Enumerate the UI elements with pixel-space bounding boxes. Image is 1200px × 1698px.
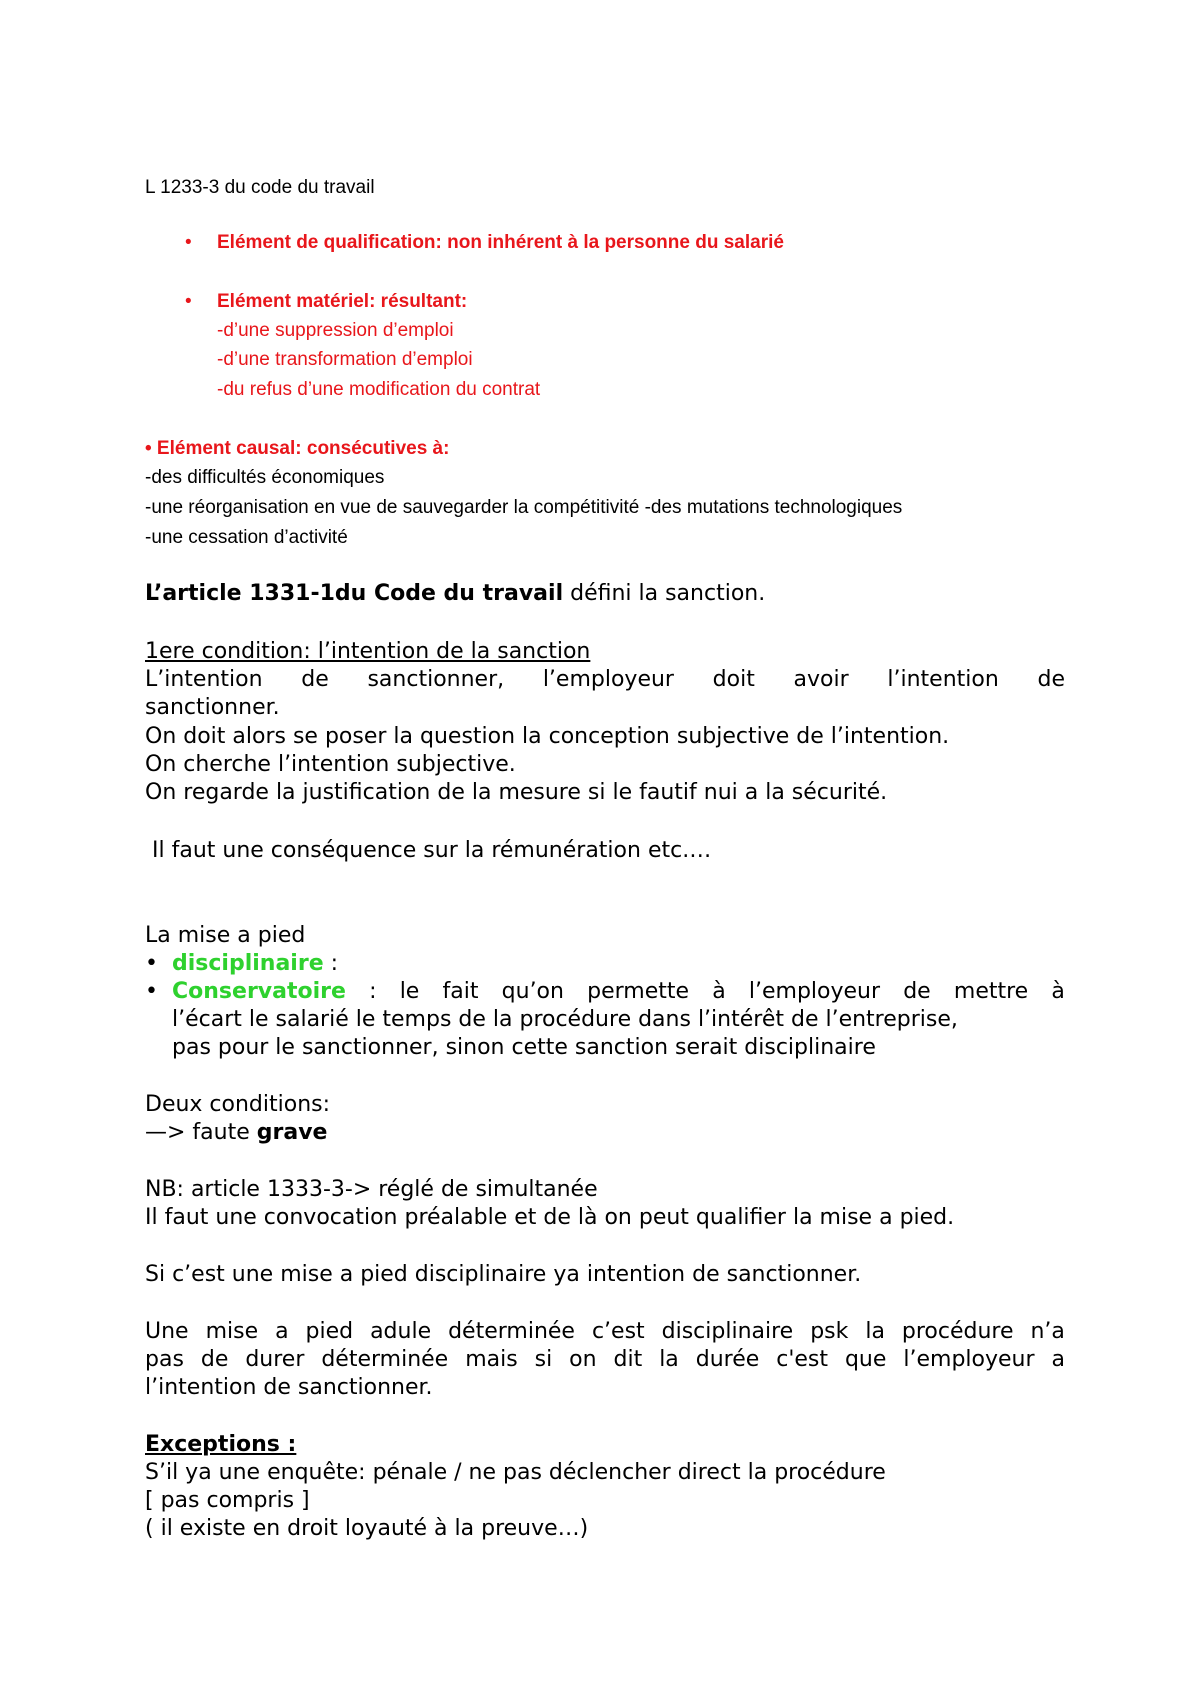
paragraph-line: l’écart le salarié le temps de la procédure dans l’intérêt de l’entreprise, bbox=[172, 1007, 958, 1032]
bullet-icon: • bbox=[145, 979, 158, 1004]
word: a bbox=[1051, 1347, 1065, 1372]
qualification-element: Elément de qualification: non inhérent à la personne du salarié bbox=[217, 232, 784, 253]
word: à bbox=[1051, 979, 1065, 1004]
word: de bbox=[1037, 667, 1065, 692]
word: durée bbox=[695, 1347, 760, 1372]
paragraph-line: pas pour le sanctionner, sinon cette sanction serait disciplinaire bbox=[172, 1035, 876, 1060]
word: que bbox=[844, 1347, 887, 1372]
word: permette bbox=[587, 979, 690, 1004]
list-text: : bbox=[323, 951, 339, 976]
mise-title: La mise a pied bbox=[145, 923, 306, 948]
justified-line bbox=[172, 981, 1065, 1003]
causal-item: -une réorganisation en vue de sauvegarder la compétitivité -des mutations technologiques bbox=[145, 497, 903, 518]
word: doit bbox=[712, 667, 755, 692]
word: déterminée bbox=[448, 1319, 575, 1344]
word: à bbox=[712, 979, 726, 1004]
material-element: Elément matériel: résultant: bbox=[217, 291, 468, 312]
disciplinary-term: disciplinaire bbox=[172, 951, 324, 976]
word: dit bbox=[613, 1347, 643, 1372]
section-heading: L 1233-3 du code du travail bbox=[145, 177, 375, 198]
conditions-title: Deux conditions: bbox=[145, 1092, 331, 1117]
word: Une bbox=[145, 1319, 189, 1344]
causal-element: • Elément causal: consécutives à: bbox=[145, 438, 450, 459]
paragraph-line: sanctionner. bbox=[145, 695, 280, 720]
paragraph-line: On regarde la justification de la mesure si le fautif nui a la sécurité. bbox=[145, 780, 888, 805]
justified-line bbox=[145, 1349, 1065, 1371]
bullet-icon: • bbox=[145, 951, 158, 976]
word: qu’on bbox=[501, 979, 564, 1004]
justified-line bbox=[145, 1321, 1065, 1343]
word: le bbox=[399, 979, 420, 1004]
article-reference: L’article 1331-1du Code du travail bbox=[145, 581, 564, 606]
word: mais bbox=[465, 1347, 518, 1372]
word: n’a bbox=[1030, 1319, 1065, 1344]
arrow-text: —> faute bbox=[145, 1120, 257, 1145]
word: l’employeur bbox=[748, 979, 881, 1004]
article-line bbox=[145, 583, 765, 605]
word: sanctionner, bbox=[367, 667, 505, 692]
word: pied bbox=[305, 1319, 354, 1344]
bullet-icon: • bbox=[185, 291, 192, 312]
paragraph-line: On doit alors se poser la question la conception subjective de l’intention. bbox=[145, 724, 950, 749]
article-text: défini la sanction. bbox=[563, 581, 766, 606]
word: si bbox=[534, 1347, 553, 1372]
word: c'est bbox=[776, 1347, 829, 1372]
word: on bbox=[569, 1347, 597, 1372]
justified-line bbox=[145, 669, 1065, 691]
bullet-icon: • bbox=[185, 232, 192, 253]
word: adule bbox=[370, 1319, 432, 1344]
nb-line: NB: article 1333-3-> réglé de simultanée bbox=[145, 1177, 598, 1202]
word: de bbox=[903, 979, 931, 1004]
word: : bbox=[369, 979, 377, 1004]
word: fait bbox=[442, 979, 479, 1004]
paragraph-line: Il faut une conséquence sur la rémunération etc.… bbox=[145, 838, 712, 863]
paragraph-line: Si c’est une mise a pied disciplinaire ya intention de sanctionner. bbox=[145, 1262, 862, 1287]
paragraph-line: On cherche l’intention subjective. bbox=[145, 752, 516, 777]
exceptions-title: Exceptions : bbox=[145, 1432, 297, 1457]
word: a bbox=[275, 1319, 289, 1344]
word: de bbox=[301, 667, 329, 692]
paragraph-line: Il faut une convocation préalable et de là on peut qualifier la mise a pied. bbox=[145, 1205, 955, 1230]
word: la bbox=[659, 1347, 679, 1372]
conditions-item bbox=[145, 1122, 327, 1144]
list-item bbox=[145, 951, 339, 976]
paragraph-line: S’il ya une enquête: pénale / ne pas déclencher direct la procédure bbox=[145, 1460, 886, 1485]
material-item: -d’une suppression d’emploi bbox=[217, 320, 454, 341]
paragraph-line: ( il existe en droit loyauté à la preuve…) bbox=[145, 1516, 589, 1541]
conservatory-term: Conservatoire bbox=[172, 979, 346, 1004]
word: mise bbox=[205, 1319, 259, 1344]
word: la bbox=[865, 1319, 885, 1344]
material-item: -du refus d’une modification du contrat bbox=[217, 379, 541, 400]
word: durer bbox=[245, 1347, 305, 1372]
word: pas bbox=[145, 1347, 184, 1372]
grave-term: grave bbox=[256, 1120, 328, 1145]
list-item bbox=[145, 981, 158, 1003]
word: mettre bbox=[953, 979, 1029, 1004]
paragraph-line: l’intention de sanctionner. bbox=[145, 1375, 433, 1400]
causal-item: -des difficultés économiques bbox=[145, 467, 385, 488]
paragraph-line: [ pas compris ] bbox=[145, 1488, 310, 1513]
word: avoir bbox=[793, 667, 849, 692]
word: l’intention bbox=[887, 667, 999, 692]
word: de bbox=[200, 1347, 229, 1372]
word: l’employeur bbox=[542, 667, 674, 692]
word: disciplinaire bbox=[661, 1319, 794, 1344]
condition-title: 1ere condition: l’intention de la sanction bbox=[145, 639, 591, 664]
word: déterminée bbox=[321, 1347, 449, 1372]
word: L’intention bbox=[145, 667, 263, 692]
causal-item: -une cessation d’activité bbox=[145, 527, 348, 548]
word: procédure bbox=[901, 1319, 1014, 1344]
word: psk bbox=[810, 1319, 849, 1344]
material-item: -d’une transformation d’emploi bbox=[217, 349, 473, 370]
word: l’employeur bbox=[903, 1347, 1035, 1372]
word: c’est bbox=[591, 1319, 645, 1344]
